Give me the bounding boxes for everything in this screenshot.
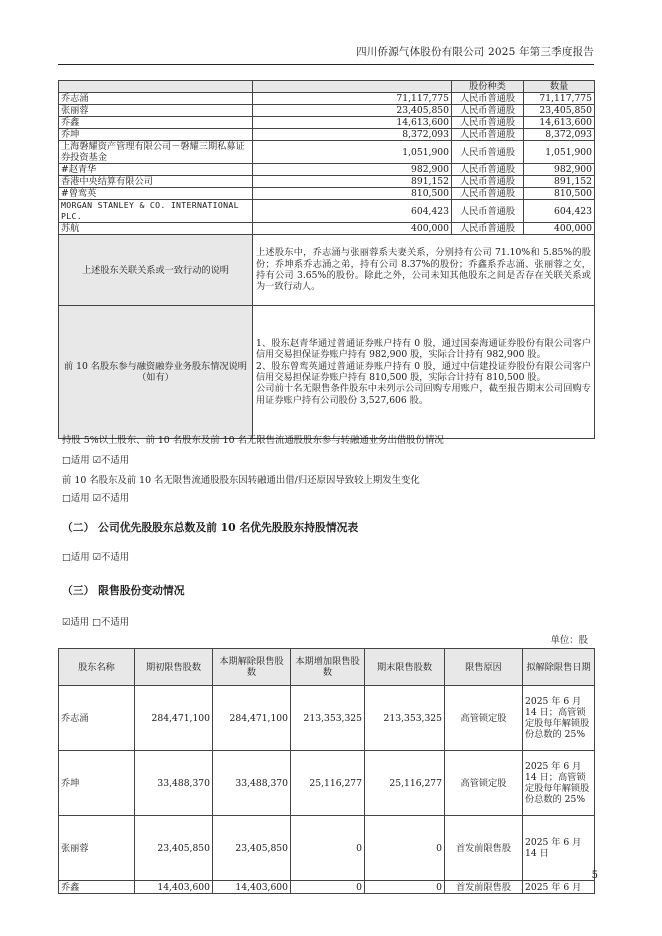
share-type: 人民币普通股 (452, 223, 524, 235)
ending-restricted: 213,353,325 (365, 686, 445, 751)
share-type: 人民币普通股 (452, 105, 524, 117)
column-header: 本期解除限售股数 (213, 649, 291, 686)
released-restricted: 23,405,850 (213, 816, 291, 881)
table-row (59, 200, 595, 223)
section2-answer: □适用 ☑不适用 (62, 552, 130, 563)
shareholder-name: 乔坤 (59, 751, 135, 816)
shareholder-name: 香港中央结算有限公司 (59, 176, 253, 188)
share-quantity: 810,500 (524, 188, 595, 200)
shareholder-name: 乔鑫 (59, 117, 253, 129)
shares-held: 891,152 (253, 176, 452, 188)
unit-label: 单位：股 (550, 635, 588, 646)
added-restricted: 213,353,325 (291, 686, 365, 751)
share-type: 人民币普通股 (452, 141, 524, 164)
shares-held: 8,372,093 (253, 129, 452, 141)
share-type: 人民币普通股 (452, 129, 524, 141)
col-header-quantity: 数量 (524, 81, 595, 93)
shares-held: 71,117,775 (253, 93, 452, 105)
share-quantity: 23,405,850 (524, 105, 595, 117)
q2-answer: □适用 ☑不适用 (62, 493, 130, 504)
beginning-restricted: 33,488,370 (135, 751, 213, 816)
table-row (59, 93, 595, 105)
table-row (59, 117, 595, 129)
shareholder-name: 乔志涌 (59, 93, 253, 105)
planned-release-date: 2025 年 6 月 (523, 881, 595, 894)
restriction-reason: 高管锁定股 (445, 686, 523, 751)
column-header: 期初限售股数 (135, 649, 213, 686)
restricted-shares-table (58, 648, 595, 894)
q2-text: 前 10 名股东及前 10 名无限售流通股股东因转融通出借/归还原因导致较上期发生变化 (62, 475, 420, 486)
page-header: 四川侨源气体股份有限公司 2025 年第三季度报告 (356, 46, 594, 58)
column-header: 本期增加限售股数 (291, 649, 365, 686)
shareholder-name: #赵青华 (59, 164, 253, 176)
share-type: 人民币普通股 (452, 117, 524, 129)
section3-answer: ☑适用 □不适用 (62, 617, 130, 628)
shares-held: 982,900 (253, 164, 452, 176)
header-rule (58, 64, 594, 65)
table-row (59, 105, 595, 117)
margin-label: 前 10 名股东参与融资融券业务股东情况说明（如有） (59, 306, 253, 439)
top-shareholders-table (58, 80, 595, 439)
ending-restricted: 0 (365, 816, 445, 881)
added-restricted: 0 (291, 816, 365, 881)
planned-release-date: 2025 年 6 月 14 日 (523, 816, 595, 881)
planned-release-date: 2025 年 6 月 14 日；高管锁定股每年解锁股份总数的 25% (523, 686, 595, 751)
ending-restricted: 25,116,277 (365, 751, 445, 816)
shares-held: 810,500 (253, 188, 452, 200)
section2-title: （二） 公司优先股股东总数及前 10 名优先股股东持股情况表 (62, 521, 359, 534)
beginning-restricted: 14,403,600 (135, 881, 213, 894)
q1-answer: □适用 ☑不适用 (62, 455, 130, 466)
table-row (59, 881, 595, 894)
margin-text: 1、股东赵青华通过普通证券账户持有 0 股，通过国泰海通证券股份有限公司客户信用交易担保证券账户持有 982,900 股，实际合计持有 982,900 股。 2、股东曾鸾英通过普通证券账户持有 0 股，通过中信建投证券股份有限公司客户信用交易担保证券账户持有 810,500 股，实际合计持有 810,500 股。 公司前十名无限售条件股东中未列示公司回购专用账户，截至报告期末公司回购专用证券账户持有公司股份 3,527,606 股。 (253, 306, 595, 439)
share-type: 人民币普通股 (452, 164, 524, 176)
shareholder-name: 苏航 (59, 223, 253, 235)
share-quantity: 1,051,900 (524, 141, 595, 164)
share-quantity: 400,000 (524, 223, 595, 235)
restriction-reason: 首发前限售股 (445, 816, 523, 881)
shareholder-name: 张丽蓉 (59, 105, 253, 117)
table-row (59, 176, 595, 188)
share-quantity: 891,152 (524, 176, 595, 188)
shareholder-name: 乔鑫 (59, 881, 135, 894)
col-header-share-type: 股份种类 (452, 81, 524, 93)
shares-held: 1,051,900 (253, 141, 452, 164)
section3-title: （三） 限售股份变动情况 (62, 584, 185, 597)
planned-release-date: 2025 年 6 月 14 日；高管锁定股每年解锁股份总数的 25% (523, 751, 595, 816)
table-row (59, 141, 595, 164)
table-row (59, 188, 595, 200)
table-row (59, 751, 595, 816)
shares-held: 604,423 (253, 200, 452, 223)
released-restricted: 14,403,600 (213, 881, 291, 894)
shareholder-name: #曾鸾英 (59, 188, 253, 200)
shares-held: 400,000 (253, 223, 452, 235)
share-type: 人民币普通股 (452, 176, 524, 188)
ending-restricted: 0 (365, 881, 445, 894)
share-quantity: 604,423 (524, 200, 595, 223)
table-row (59, 164, 595, 176)
shares-held: 23,405,850 (253, 105, 452, 117)
share-type: 人民币普通股 (452, 188, 524, 200)
relation-label: 上述股东关联关系或一致行动的说明 (59, 235, 253, 306)
added-restricted: 25,116,277 (291, 751, 365, 816)
column-header: 限售原因 (445, 649, 523, 686)
share-quantity: 982,900 (524, 164, 595, 176)
shares-held: 14,613,600 (253, 117, 452, 129)
share-quantity: 14,613,600 (524, 117, 595, 129)
restriction-reason: 高管锁定股 (445, 751, 523, 816)
shareholder-name: 乔志涌 (59, 686, 135, 751)
share-type: 人民币普通股 (452, 200, 524, 223)
table-row (59, 686, 595, 751)
share-quantity: 71,117,775 (524, 93, 595, 105)
column-header: 股东名称 (59, 649, 135, 686)
relation-text: 上述股东中，乔志涌与张丽蓉系夫妻关系，分别持有公司 71.10%和 5.85%的股份；乔坤系乔志涌之弟，持有公司 8.37%的股份；乔鑫系乔志涌、张丽蓉之女，持有公司 3.65%的股份。除此之外，公司未知其他股东之间是否存在关联关系或为一致行动人。 (253, 235, 595, 306)
shareholder-name: 乔坤 (59, 129, 253, 141)
table-row (59, 129, 595, 141)
table-row (59, 816, 595, 881)
share-quantity: 8,372,093 (524, 129, 595, 141)
added-restricted: 0 (291, 881, 365, 894)
beginning-restricted: 284,471,100 (135, 686, 213, 751)
shareholder-name: MORGAN STANLEY & CO. INTERNATIONAL PLC. (59, 200, 253, 223)
q1-text: 持股 5%以上股东、前 10 名股东及前 10 名无限售流通股股东参与转融通业务出借股份情况 (62, 435, 444, 446)
released-restricted: 33,488,370 (213, 751, 291, 816)
shareholder-name: 张丽蓉 (59, 816, 135, 881)
beginning-restricted: 23,405,850 (135, 816, 213, 881)
table-row (59, 223, 595, 235)
column-header: 拟解除限售日期 (523, 649, 595, 686)
restriction-reason: 首发前限售股 (445, 881, 523, 894)
released-restricted: 284,471,100 (213, 686, 291, 751)
page-number: 5 (591, 870, 598, 881)
column-header: 期末限售股数 (365, 649, 445, 686)
shareholder-name: 上海磐耀资产管理有限公司－磐耀三期私募证券投资基金 (59, 141, 253, 164)
share-type: 人民币普通股 (452, 93, 524, 105)
